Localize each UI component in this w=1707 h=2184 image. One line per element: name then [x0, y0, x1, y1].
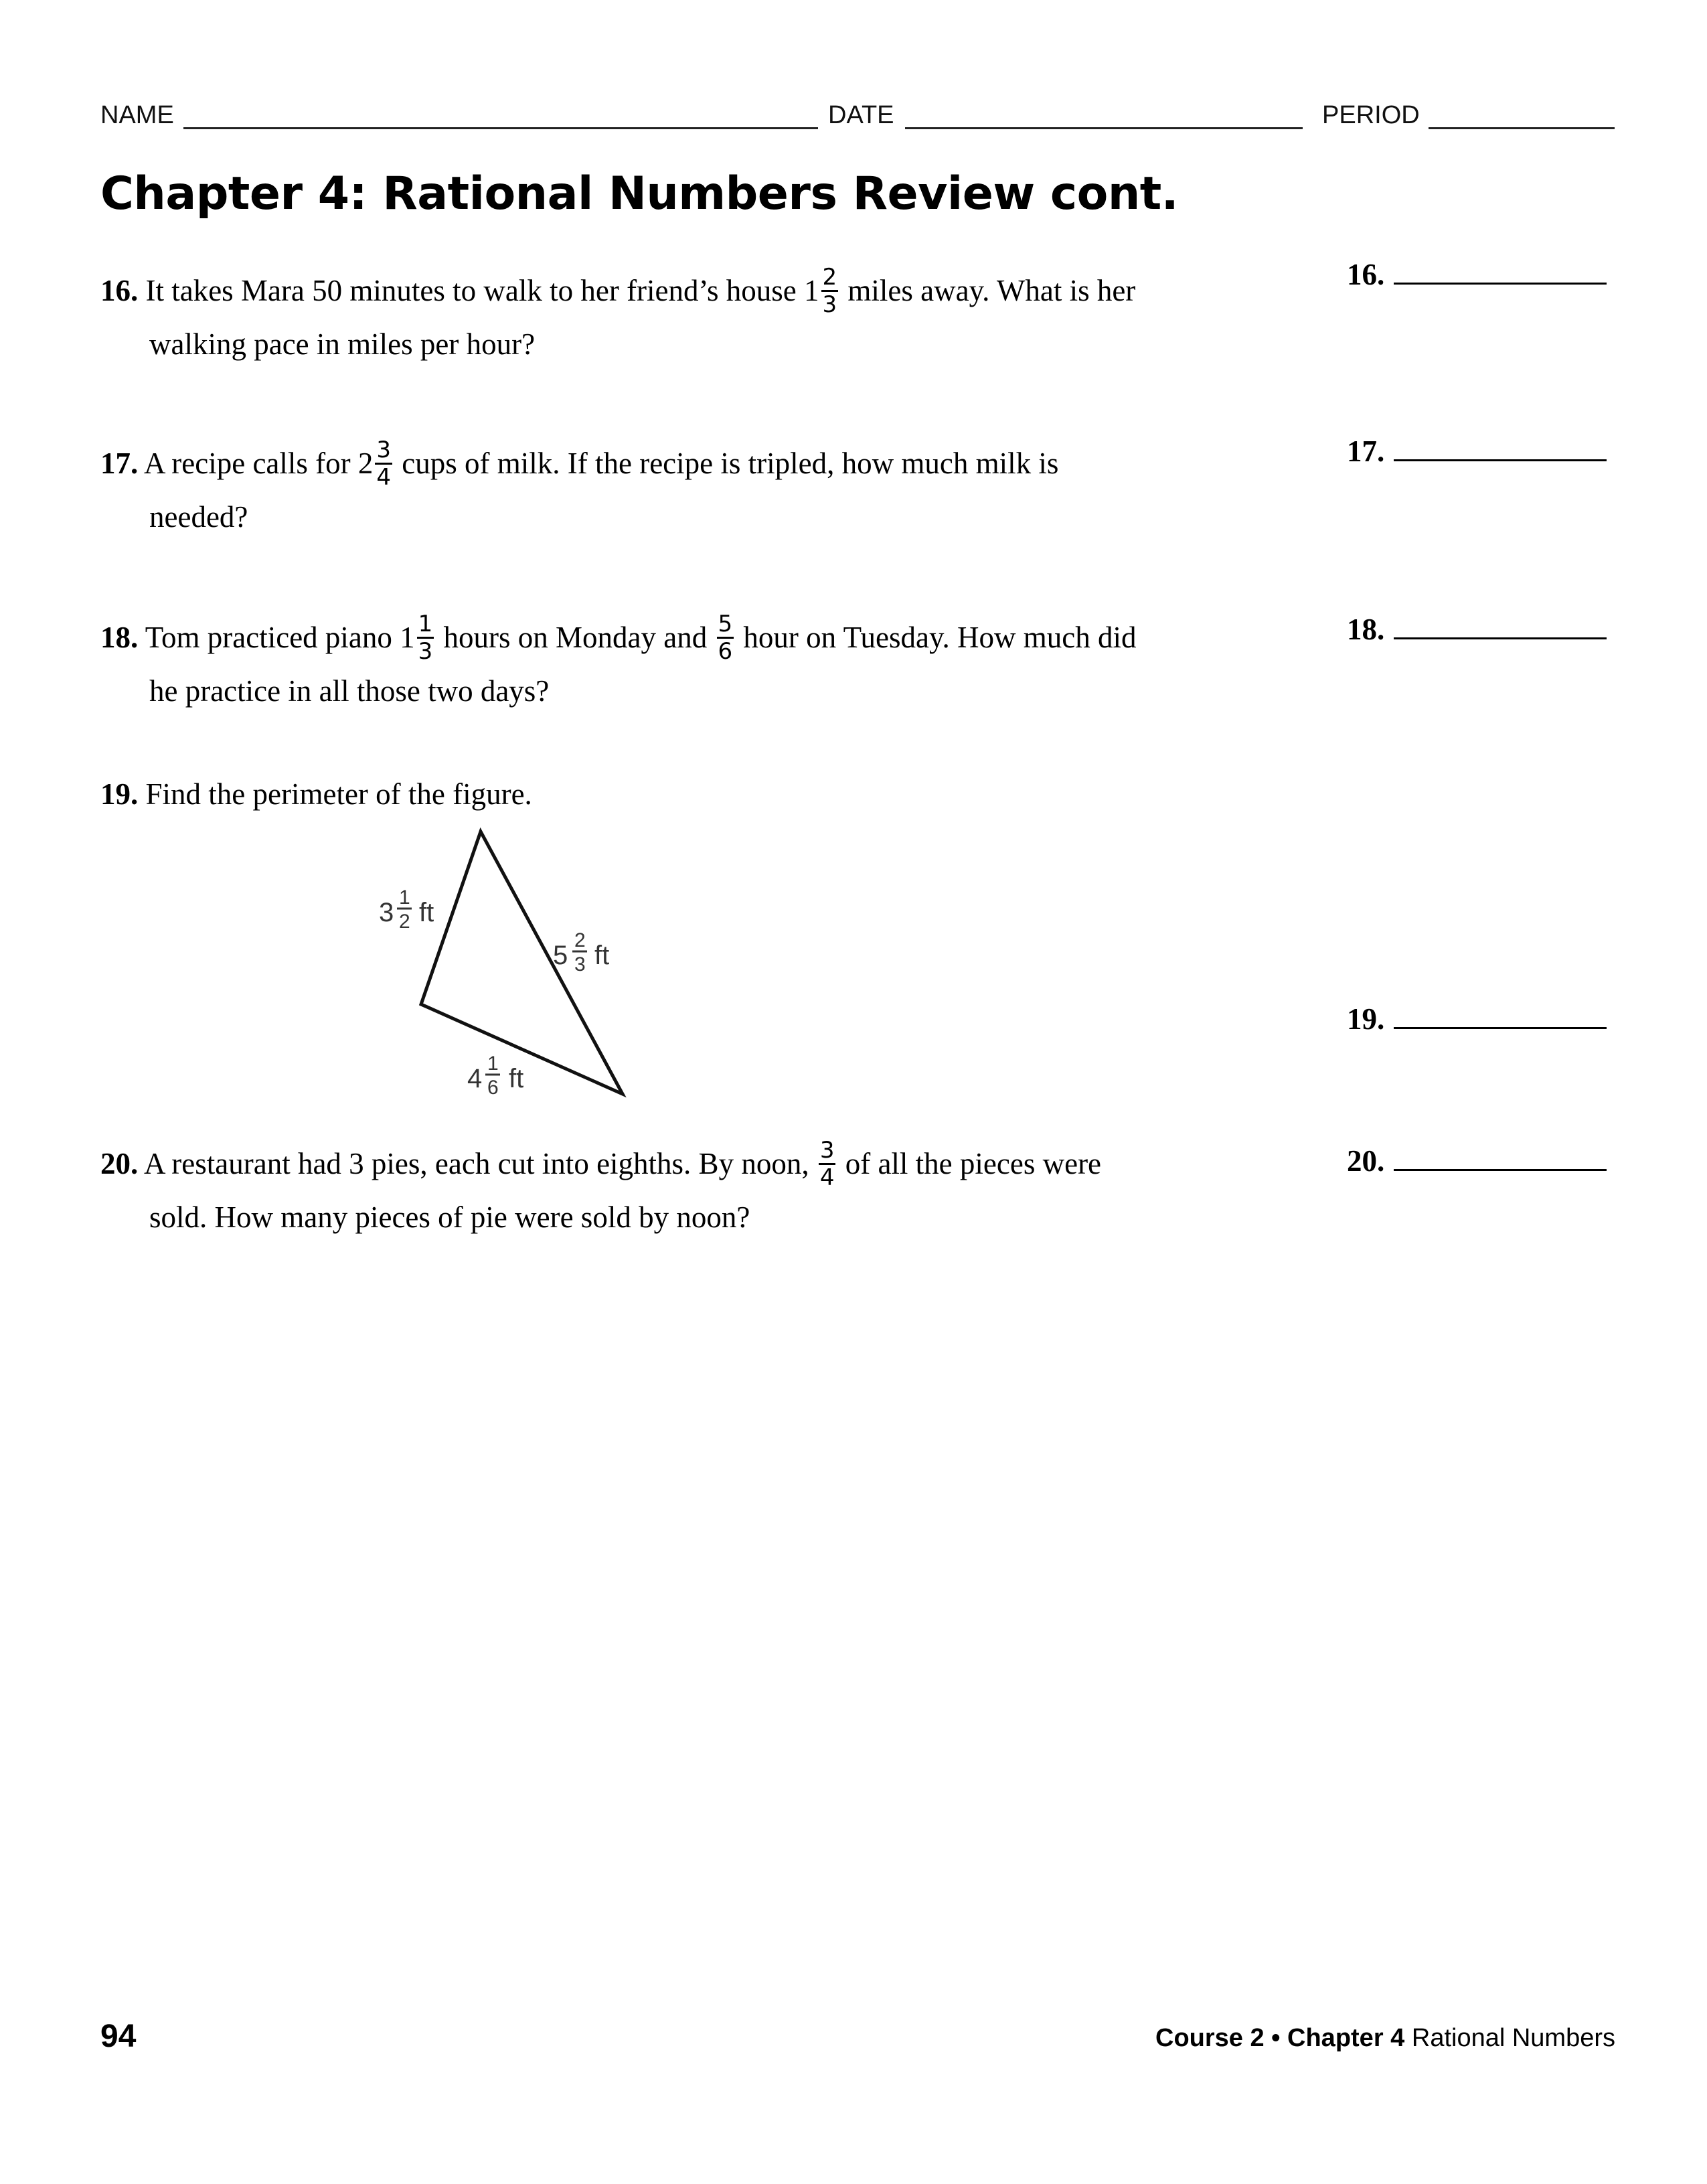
- answer-20: [1347, 1141, 1615, 1181]
- question-text: A restaurant had 3 pies, each cut into eighths. By noon,: [144, 1147, 817, 1180]
- numerator: 3: [819, 1137, 835, 1164]
- question-text: of all the pieces were: [837, 1147, 1102, 1180]
- question-number: 16.: [100, 274, 139, 307]
- question-20: [100, 1137, 1205, 1241]
- question-text-line2: needed?: [149, 500, 248, 534]
- page-title: Chapter 4: Rational Numbers Review cont.: [100, 167, 1179, 220]
- triangle-shape: [421, 832, 623, 1094]
- answer-number: 19.: [1347, 1002, 1385, 1036]
- subject-label: Rational Numbers: [1404, 2024, 1615, 2052]
- question-text: miles away. What is her: [840, 274, 1136, 307]
- denominator: 3: [418, 638, 433, 666]
- numerator: 3: [376, 437, 392, 464]
- label-whole: 4: [467, 1064, 483, 1093]
- question-16: [100, 266, 1205, 368]
- label-denominator: 2: [399, 911, 410, 933]
- answer-18: [1347, 609, 1615, 649]
- answer-blank-18[interactable]: [1394, 612, 1607, 639]
- answer-blank-19[interactable]: [1394, 1002, 1607, 1029]
- denominator: 4: [376, 464, 392, 491]
- denominator: 6: [718, 638, 733, 666]
- answer-number: 20.: [1347, 1144, 1385, 1178]
- label-unit: ft: [509, 1064, 524, 1093]
- course-label: Course 2 • Chapter 4: [1155, 2024, 1405, 2052]
- name-label: NAME: [100, 101, 174, 129]
- label-whole: 3: [379, 898, 394, 927]
- question-number: 20.: [100, 1147, 139, 1180]
- answer-number: 18.: [1347, 613, 1385, 646]
- question-text: hours on Monday and: [436, 621, 715, 654]
- page-number: 94: [100, 2019, 137, 2054]
- answer-blank-17[interactable]: [1394, 434, 1607, 461]
- question-text: It takes Mara 50 minutes to walk to her friend’s house 1: [145, 274, 819, 307]
- period-field[interactable]: [1429, 127, 1615, 129]
- fraction: [821, 264, 839, 317]
- label-denominator: 6: [487, 1077, 499, 1099]
- side-label-bottom: [467, 1052, 523, 1099]
- numerator: 1: [418, 611, 433, 638]
- date-label: DATE: [828, 101, 894, 129]
- fraction: [717, 611, 734, 664]
- question-text: hour on Tuesday. How much did: [736, 621, 1137, 654]
- label-denominator: 3: [574, 953, 586, 976]
- answer-blank-20[interactable]: [1394, 1144, 1607, 1171]
- answer-17: [1347, 431, 1615, 471]
- label-unit: ft: [594, 941, 610, 970]
- question-text: cups of milk. If the recipe is tripled, how much milk is: [394, 447, 1059, 480]
- question-text-line2: he practice in all those two days?: [149, 674, 550, 708]
- fraction: [819, 1138, 836, 1190]
- question-19: [100, 770, 1205, 818]
- name-field[interactable]: [183, 127, 818, 129]
- question-text: Tom practiced piano 1: [145, 621, 415, 654]
- course-footer: [1155, 2021, 1615, 2055]
- question-number: 17.: [100, 447, 139, 480]
- side-label-left: [379, 886, 434, 933]
- numerator: 5: [718, 611, 733, 638]
- numerator: 2: [822, 264, 837, 291]
- question-text-line2: sold. How many pieces of pie were sold by noon?: [149, 1200, 750, 1235]
- side-label-right: [553, 929, 609, 976]
- answer-blank-16[interactable]: [1394, 257, 1607, 285]
- answer-19: [1347, 999, 1615, 1039]
- date-field[interactable]: [905, 127, 1303, 129]
- label-unit: ft: [419, 898, 434, 927]
- triangle-figure: [361, 824, 643, 1111]
- period-label: PERIOD: [1322, 101, 1420, 129]
- label-numerator: 1: [399, 886, 410, 909]
- fraction: [375, 437, 392, 490]
- question-text-line2: walking pace in miles per hour?: [149, 327, 536, 362]
- answer-number: 16.: [1347, 258, 1385, 291]
- denominator: 4: [819, 1164, 835, 1192]
- question-17: [100, 439, 1205, 541]
- answer-number: 17.: [1347, 435, 1385, 468]
- label-numerator: 1: [487, 1052, 499, 1075]
- label-numerator: 2: [574, 929, 586, 951]
- question-number: 18.: [100, 621, 139, 654]
- question-number: 19.: [100, 777, 139, 811]
- answer-16: [1347, 254, 1615, 295]
- question-18: [100, 613, 1205, 715]
- fraction: [417, 611, 434, 664]
- label-whole: 5: [553, 941, 568, 970]
- denominator: 3: [822, 291, 837, 319]
- question-text: Find the perimeter of the figure.: [145, 777, 532, 811]
- question-text: A recipe calls for 2: [144, 447, 374, 480]
